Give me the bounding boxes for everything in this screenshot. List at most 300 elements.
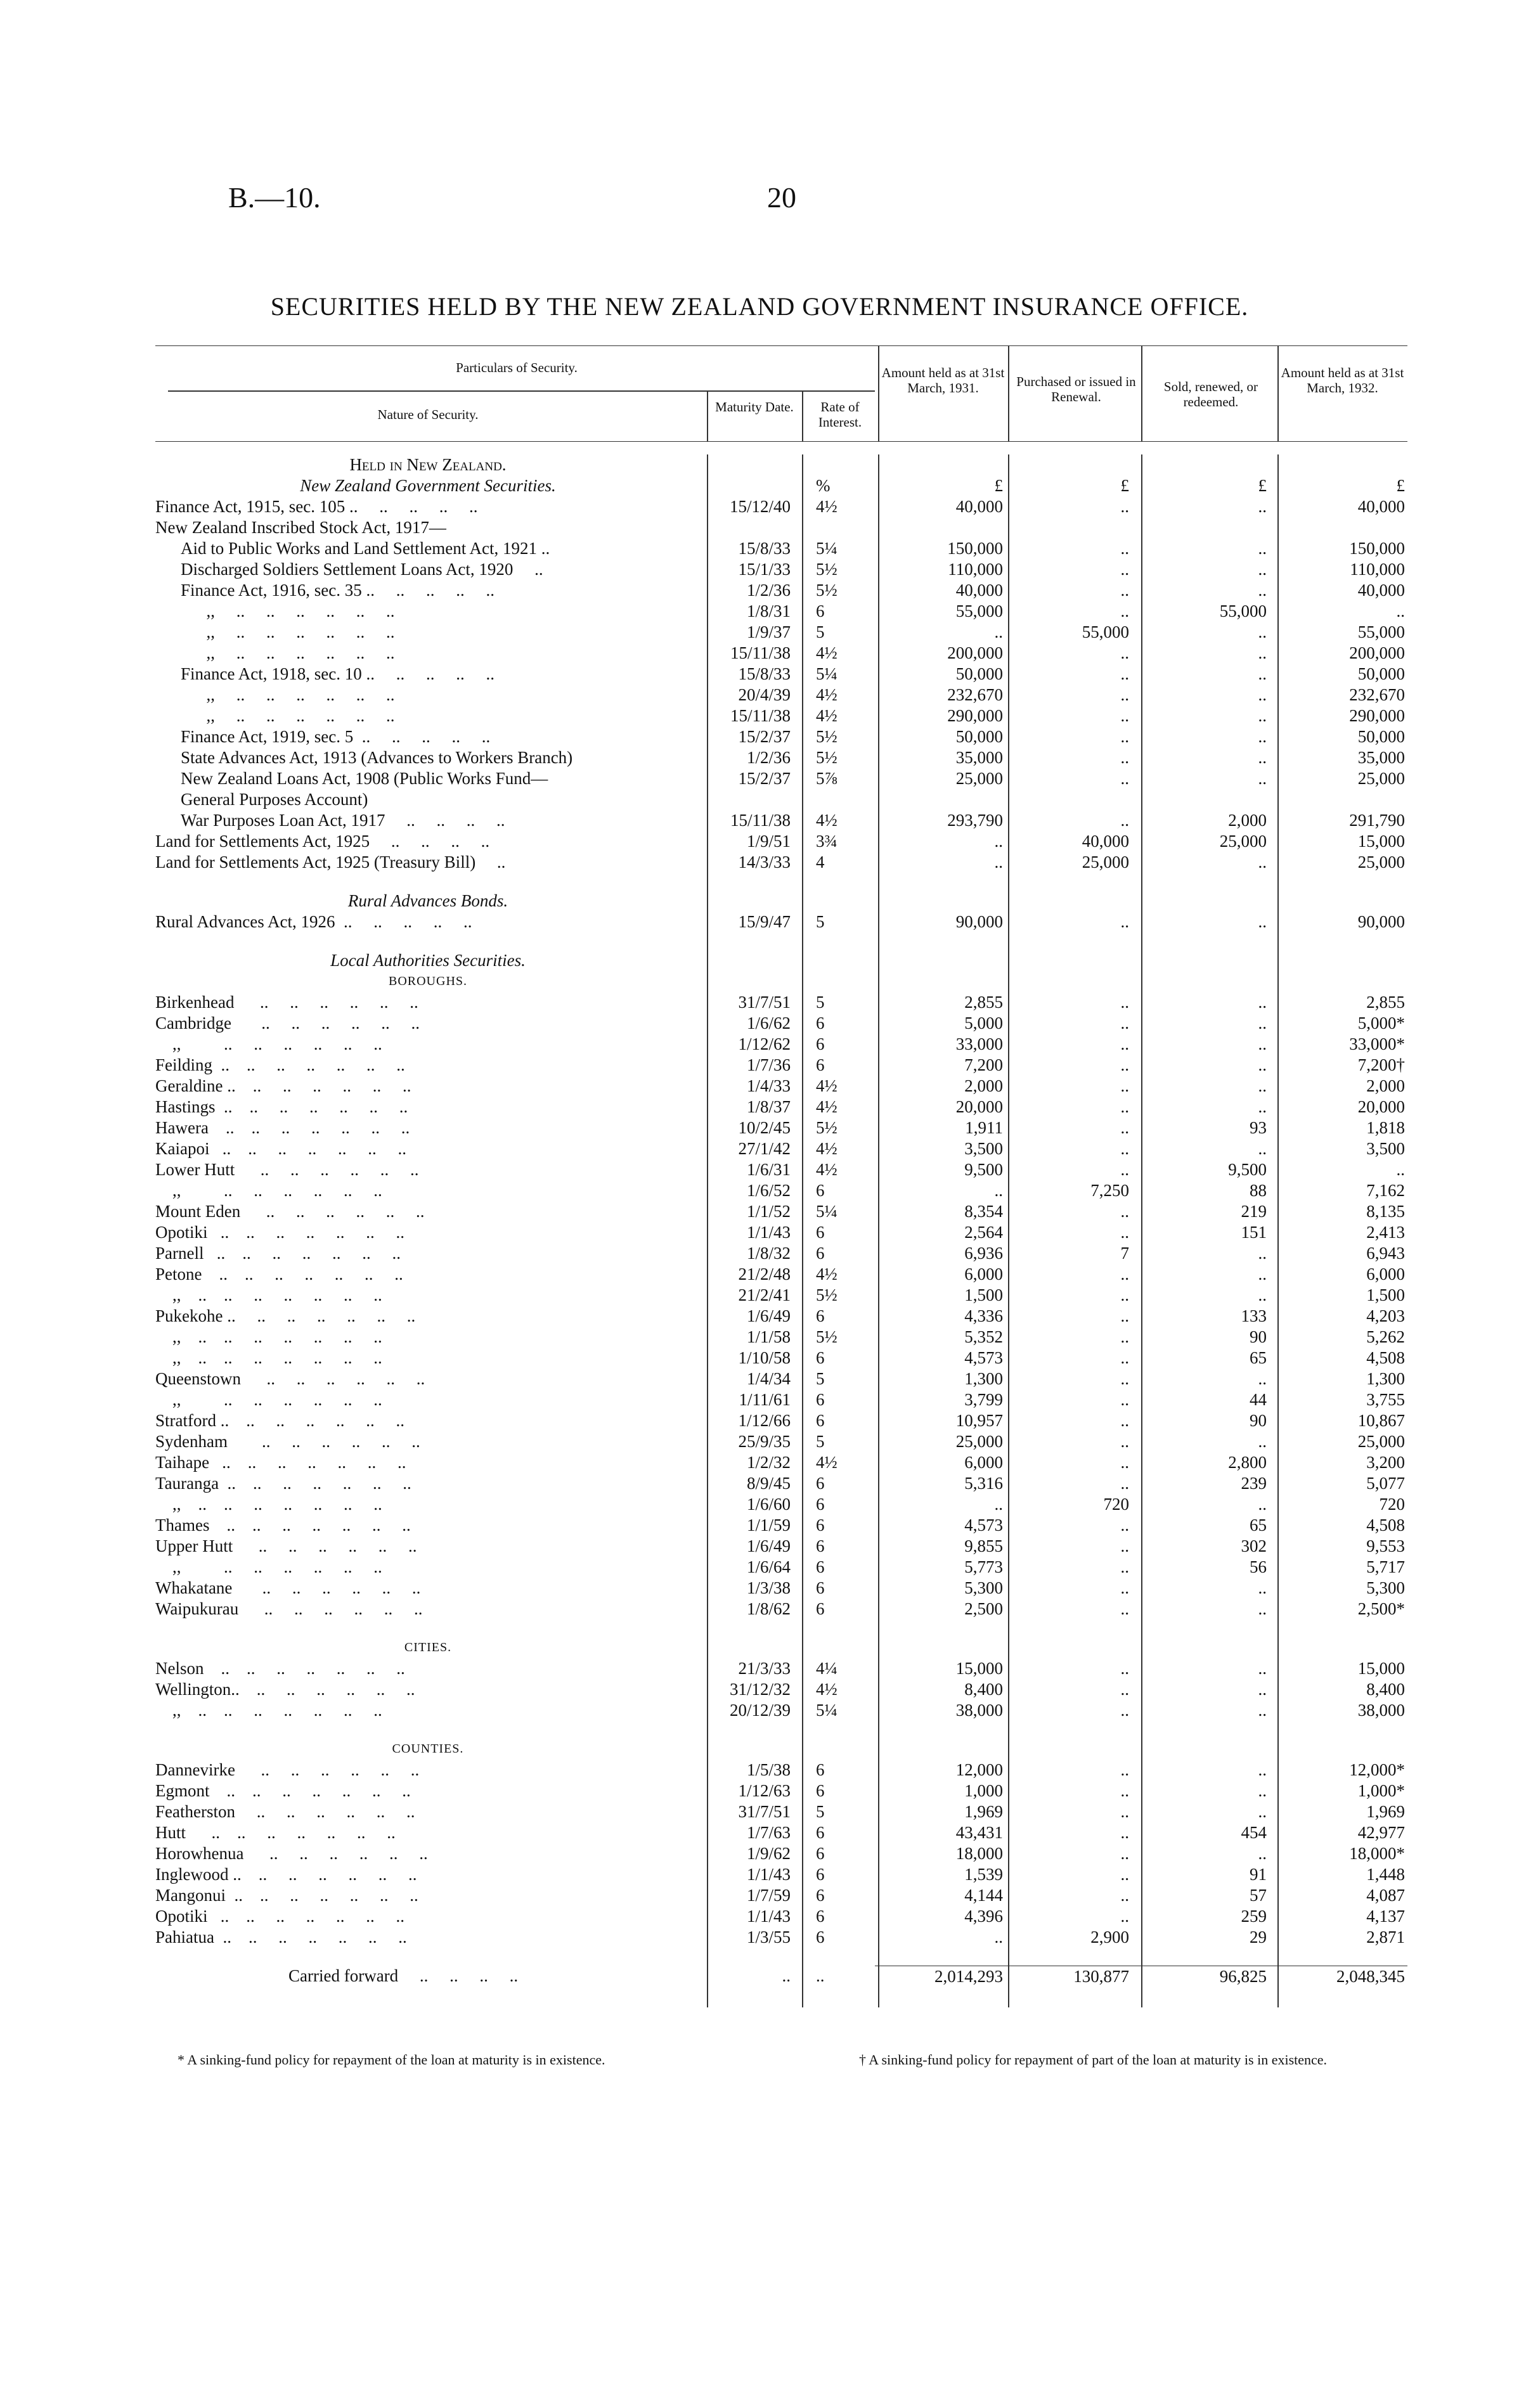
held-1931-cell: 5,773 — [964, 1557, 1003, 1576]
purchased-cell: .. — [1120, 1865, 1129, 1884]
rate-cell: 6 — [816, 1536, 825, 1555]
security-name-cell — [155, 932, 701, 950]
security-name-cell: ,, .. .. .. .. .. .. — [181, 643, 395, 662]
held-1932-cell — [1274, 1637, 1407, 1658]
table-row — [155, 1180, 1407, 1201]
table-row — [155, 852, 1407, 873]
rate-cell — [802, 1948, 875, 1966]
spacer-row — [155, 1721, 1407, 1739]
maturity-date-cell: 1/1/58 — [746, 1327, 791, 1346]
held-1931-cell: 6,936 — [964, 1244, 1003, 1263]
rate-cell: 5¼ — [816, 1701, 837, 1720]
held-1932-cell: 6,943 — [1366, 1244, 1405, 1263]
sold-cell — [1138, 1637, 1274, 1658]
table-row — [155, 1076, 1407, 1097]
held-1932-cell: 20,000 — [1357, 1097, 1405, 1116]
security-name-cell: New Zealand Loans Act, 1908 (Public Works Fund— — [181, 769, 548, 788]
sold-cell — [1138, 950, 1274, 971]
security-name-cell: Upper Hutt .. .. .. .. .. .. — [155, 1536, 417, 1555]
maturity-date-cell: 15/2/37 — [738, 769, 791, 788]
maturity-date-cell: 1/2/32 — [746, 1453, 791, 1472]
rate-cell: 4½ — [816, 497, 837, 516]
rate-cell: 6 — [816, 1557, 825, 1576]
held-1931-cell: 4,144 — [964, 1886, 1003, 1905]
table-row — [155, 831, 1407, 852]
held-1932-cell: 720 — [1379, 1495, 1405, 1514]
purchased-cell: .. — [1120, 1118, 1129, 1137]
purchased-cell: .. — [1120, 727, 1129, 746]
maturity-date-cell: 31/12/32 — [729, 1680, 791, 1699]
rate-cell: 6 — [816, 1306, 825, 1325]
purchased-cell: 7 — [1120, 1244, 1129, 1263]
purchased-cell: .. — [1120, 1781, 1129, 1800]
rate-cell: 5 — [816, 1802, 825, 1821]
maturity-date-cell: 1/7/36 — [746, 1055, 791, 1074]
section-heading-row — [155, 454, 1407, 475]
maturity-date-cell: 1/2/36 — [746, 581, 791, 600]
maturity-date-cell: 10/2/45 — [738, 1118, 791, 1137]
held-1932-cell: 4,203 — [1366, 1306, 1405, 1325]
held-1932-cell: 18,000* — [1349, 1844, 1405, 1863]
maturity-date-cell: 1/6/52 — [746, 1181, 791, 1200]
held-1932-cell — [1274, 1721, 1407, 1739]
purchased-cell: .. — [1120, 1886, 1129, 1905]
maturity-date-cell: 21/2/48 — [738, 1265, 791, 1284]
table-row — [155, 1557, 1407, 1578]
maturity-date-cell — [701, 454, 802, 475]
header-rate: Rate of Interest. — [818, 399, 862, 430]
held-1931-cell: 290,000 — [947, 706, 1003, 725]
section-heading-row — [155, 950, 1407, 971]
held-1931-cell — [875, 1637, 1008, 1658]
sold-cell: 151 — [1241, 1223, 1267, 1242]
sold-cell — [1138, 1739, 1274, 1760]
sold-cell: 133 — [1241, 1306, 1267, 1325]
held-1931-cell: 1,300 — [964, 1369, 1003, 1388]
footnote-sinking-fund: * A sinking-fund policy for repayment of the loan at maturity is in existence. — [178, 2052, 605, 2068]
held-1932-cell: 8,400 — [1366, 1680, 1405, 1699]
held-1931-cell: 7,200 — [964, 1055, 1003, 1074]
held-1931-cell: 12,000 — [955, 1760, 1003, 1779]
table-row — [155, 1658, 1407, 1679]
purchased-cell: .. — [1120, 1432, 1129, 1451]
maturity-date-cell — [701, 971, 802, 992]
table-row — [155, 580, 1407, 601]
held-1931-cell — [875, 1739, 1008, 1760]
header-maturity: Maturity Date. — [715, 399, 794, 415]
table-row — [155, 622, 1407, 643]
sold-cell: 65 — [1250, 1516, 1267, 1535]
maturity-date-cell: 1/7/59 — [746, 1886, 791, 1905]
sold-cell — [1138, 789, 1274, 810]
held-1932-cell: 55,000 — [1357, 622, 1405, 641]
maturity-date-cell: 1/10/58 — [738, 1348, 791, 1367]
held-1932-cell: 50,000 — [1357, 727, 1405, 746]
held-1931-cell: 50,000 — [955, 727, 1003, 746]
held-1931-cell — [875, 1619, 1008, 1637]
sold-cell: .. — [1258, 1432, 1267, 1451]
held-1932-cell: 15,000 — [1357, 832, 1405, 851]
table-row — [155, 496, 1407, 517]
held-1931-cell: 50,000 — [955, 664, 1003, 683]
maturity-date-cell — [701, 950, 802, 971]
rate-cell: 5¼ — [816, 539, 837, 558]
sold-cell: 65 — [1250, 1348, 1267, 1367]
security-name-cell: Finance Act, 1918, sec. 10 .. .. .. .. .. — [181, 664, 494, 683]
purchased-cell: .. — [1120, 1160, 1129, 1179]
held-1932-cell: 2,871 — [1366, 1928, 1405, 1947]
security-name-cell: Pukekohe .. .. .. .. .. .. .. — [155, 1306, 416, 1325]
sold-cell: .. — [1258, 1659, 1267, 1678]
maturity-date-cell: 1/8/31 — [746, 602, 791, 621]
security-name-cell: Wellington.. .. .. .. .. .. .. — [155, 1680, 415, 1699]
maturity-date-cell: 1/8/37 — [746, 1097, 791, 1116]
held-1931-cell: 2,000 — [964, 1076, 1003, 1095]
held-1932-cell: 4,137 — [1366, 1907, 1405, 1926]
security-name-cell: War Purposes Loan Act, 1917 .. .. .. .. — [181, 811, 505, 830]
sold-cell: 90 — [1250, 1411, 1267, 1430]
security-name-cell: New Zealand Inscribed Stock Act, 1917— — [155, 518, 446, 537]
security-name-cell — [155, 1619, 701, 1637]
purchased-cell — [1008, 1739, 1138, 1760]
maturity-date-cell — [701, 789, 802, 810]
table-row — [155, 1599, 1407, 1619]
held-1932-cell: 2,500* — [1357, 1599, 1405, 1618]
rate-cell: 6 — [816, 1348, 825, 1367]
held-1932-cell: 232,670 — [1349, 685, 1405, 704]
sold-cell: 259 — [1241, 1907, 1267, 1926]
held-1932-cell: 42,977 — [1357, 1823, 1405, 1842]
sold-cell: .. — [1258, 1076, 1267, 1095]
rate-cell: 6 — [816, 1390, 825, 1409]
maturity-date-cell: 20/12/39 — [729, 1701, 791, 1720]
sold-cell: 219 — [1241, 1202, 1267, 1221]
held-1931-cell: 2,855 — [964, 993, 1003, 1012]
held-1932-cell: 9,553 — [1366, 1536, 1405, 1555]
purchased-cell — [1008, 1619, 1138, 1637]
section-heading-row — [155, 971, 1407, 992]
table-row — [155, 1222, 1407, 1243]
held-1932-cell: 15,000 — [1357, 1659, 1405, 1678]
page-title: SECURITIES HELD BY THE NEW ZEALAND GOVERNMENT INSURANCE OFFICE. — [270, 292, 1249, 321]
sold-cell: 90 — [1250, 1327, 1267, 1346]
sold-cell — [1138, 891, 1274, 911]
held-1931-cell: 3,799 — [964, 1390, 1003, 1409]
purchased-cell: .. — [1120, 1202, 1129, 1221]
security-name-cell: Parnell .. .. .. .. .. .. .. — [155, 1244, 401, 1263]
held-1931-cell — [875, 891, 1008, 911]
held-1931-cell: 4,336 — [964, 1306, 1003, 1325]
purchased-cell: .. — [1120, 1659, 1129, 1678]
rate-cell: 6 — [816, 1907, 825, 1926]
rate-cell — [802, 950, 875, 971]
maturity-date-cell: 1/9/37 — [746, 622, 791, 641]
held-1931-cell: £ — [994, 476, 1003, 495]
maturity-date-cell: 1/12/62 — [738, 1034, 791, 1053]
purchased-cell: 130,877 — [1008, 1966, 1138, 1987]
security-name-cell: Waipukurau .. .. .. .. .. .. — [155, 1599, 423, 1618]
maturity-date-cell: 27/1/42 — [738, 1139, 791, 1158]
purchased-cell: .. — [1120, 912, 1129, 931]
held-1932-cell: 7,200† — [1357, 1055, 1405, 1074]
maturity-date-cell: 1/1/43 — [746, 1865, 791, 1884]
security-name-cell: Land for Settlements Act, 1925 (Treasury Bill) .. — [155, 853, 506, 872]
held-1931-cell: 4,573 — [964, 1348, 1003, 1367]
rate-cell — [802, 454, 875, 475]
purchased-cell — [1008, 950, 1138, 971]
security-name-cell: ,, .. .. .. .. .. .. — [181, 622, 395, 641]
purchased-cell: .. — [1120, 1599, 1129, 1618]
security-name-cell: Rural Advances Act, 1926 .. .. .. .. .. — [155, 912, 472, 931]
security-name-cell: Held in New Zealand. — [349, 455, 507, 474]
purchased-cell: 40,000 — [1082, 832, 1129, 851]
held-1932-cell: 5,077 — [1366, 1474, 1405, 1493]
table-row — [155, 643, 1407, 664]
rate-cell: 6 — [816, 1055, 825, 1074]
rate-cell: 6 — [816, 1760, 825, 1779]
security-name-cell: Finance Act, 1919, sec. 5 .. .. .. .. .. — [181, 727, 491, 746]
sold-cell: 93 — [1250, 1118, 1267, 1137]
table-row — [155, 559, 1407, 580]
held-1931-cell: 1,969 — [964, 1802, 1003, 1821]
sold-cell: 88 — [1250, 1181, 1267, 1200]
held-1932-cell: 5,000* — [1357, 1014, 1405, 1033]
purchased-cell: .. — [1120, 685, 1129, 704]
security-name-cell: Discharged Soldiers Settlement Loans Act, 1920 .. — [181, 560, 543, 579]
sold-cell: 96,825 — [1138, 1966, 1274, 1987]
sold-cell: .. — [1258, 1701, 1267, 1720]
table-row — [155, 1055, 1407, 1076]
purchased-cell — [1008, 873, 1138, 891]
held-1931-cell: 2,014,293 — [875, 1966, 1008, 1987]
maturity-date-cell: 21/3/33 — [738, 1659, 791, 1678]
held-1931-cell: 2,500 — [964, 1599, 1003, 1618]
table-row — [155, 1013, 1407, 1034]
maturity-date-cell — [701, 475, 802, 496]
sold-cell: .. — [1258, 1599, 1267, 1618]
table-row — [155, 1368, 1407, 1389]
purchased-cell: .. — [1120, 539, 1129, 558]
held-1931-cell: 25,000 — [955, 769, 1003, 788]
table-row — [155, 768, 1407, 789]
page-number: 20 — [767, 181, 796, 214]
table-row — [155, 1243, 1407, 1264]
table-row — [155, 1201, 1407, 1222]
purchased-cell: .. — [1120, 1760, 1129, 1779]
held-1931-cell — [875, 971, 1008, 992]
table-row — [155, 1097, 1407, 1117]
rate-cell: 6 — [816, 1599, 825, 1618]
purchased-cell: 2,900 — [1090, 1928, 1129, 1947]
table-row — [155, 810, 1407, 831]
held-1932-cell: 1,300 — [1366, 1369, 1405, 1388]
purchased-cell — [1008, 971, 1138, 992]
maturity-date-cell: 1/4/33 — [746, 1076, 791, 1095]
purchased-cell: .. — [1120, 1348, 1129, 1367]
sold-cell: .. — [1258, 769, 1267, 788]
purchased-cell: .. — [1120, 1453, 1129, 1472]
security-name-cell: ,, .. .. .. .. .. .. .. — [155, 1701, 382, 1720]
rate-cell: 5⅞ — [816, 769, 837, 788]
held-1932-cell: 4,087 — [1366, 1886, 1405, 1905]
purchased-cell: 720 — [1103, 1495, 1129, 1514]
table-row — [155, 747, 1407, 768]
maturity-date-cell — [701, 1739, 802, 1760]
held-1931-cell: 1,500 — [964, 1285, 1003, 1304]
rate-cell: 5 — [816, 912, 825, 931]
rate-cell: 6 — [816, 1781, 825, 1800]
held-1932-cell: 25,000 — [1357, 1432, 1405, 1451]
sold-cell: .. — [1258, 1781, 1267, 1800]
carried-forward-row — [155, 1966, 1407, 1987]
held-1932-cell: 1,500 — [1366, 1285, 1405, 1304]
rate-cell — [802, 517, 875, 538]
rate-cell: 5½ — [816, 560, 837, 579]
rate-cell: .. — [816, 1966, 825, 1985]
security-name-cell: ,, .. .. .. .. .. .. — [181, 706, 395, 725]
security-name-cell: Lower Hutt .. .. .. .. .. .. — [155, 1160, 419, 1179]
security-name-cell: Finance Act, 1916, sec. 35 .. .. .. .. .. — [181, 581, 494, 600]
held-1932-cell: 4,508 — [1366, 1348, 1405, 1367]
rate-cell — [802, 932, 875, 950]
security-name-cell: Stratford .. .. .. .. .. .. .. — [155, 1411, 404, 1430]
maturity-date-cell: 15/9/47 — [738, 912, 791, 931]
rate-cell: 6 — [816, 1181, 825, 1200]
held-1931-cell: 2,564 — [964, 1223, 1003, 1242]
purchased-cell: .. — [1120, 1076, 1129, 1095]
sold-cell — [1138, 517, 1274, 538]
purchased-cell — [1008, 454, 1138, 475]
rate-cell: 6 — [816, 1223, 825, 1242]
spacer-row — [155, 932, 1407, 950]
rate-cell — [802, 1637, 875, 1658]
rate-cell: 6 — [816, 1244, 825, 1263]
sold-cell — [1138, 932, 1274, 950]
security-name-cell: Rural Advances Bonds. — [347, 891, 508, 910]
section-heading-row — [155, 475, 1407, 496]
rate-cell: 4 — [816, 853, 825, 872]
sold-cell: .. — [1258, 1034, 1267, 1053]
held-1932-cell: 25,000 — [1357, 769, 1405, 788]
purchased-cell: .. — [1120, 1802, 1129, 1821]
sold-cell: .. — [1258, 1285, 1267, 1304]
held-1932-cell — [1274, 1948, 1407, 1966]
rate-cell: 5¼ — [816, 1202, 837, 1221]
rate-cell: 4½ — [816, 1265, 837, 1284]
held-1931-cell: 200,000 — [947, 643, 1003, 662]
maturity-date-cell — [701, 517, 802, 538]
security-name-cell: Thames .. .. .. .. .. .. .. — [155, 1516, 411, 1535]
table-row — [155, 1410, 1407, 1431]
held-1932-cell — [1274, 454, 1407, 475]
security-name-cell: Finance Act, 1915, sec. 105 .. .. .. .. .. — [155, 497, 478, 516]
security-name-cell: ,, .. .. .. .. .. .. — [155, 1557, 382, 1576]
security-name-cell: Dannevirke .. .. .. .. .. .. — [155, 1760, 420, 1779]
sold-cell: £ — [1258, 476, 1267, 495]
purchased-cell: .. — [1120, 664, 1129, 683]
purchased-cell: .. — [1120, 811, 1129, 830]
table-row — [155, 1138, 1407, 1159]
sold-cell: .. — [1258, 1244, 1267, 1263]
table-row — [155, 1117, 1407, 1138]
held-1931-cell: 5,352 — [964, 1327, 1003, 1346]
sold-cell: .. — [1258, 664, 1267, 683]
maturity-date-cell: 20/4/39 — [738, 685, 791, 704]
rate-cell — [802, 1721, 875, 1739]
purchased-cell: .. — [1120, 1474, 1129, 1493]
held-1932-cell: 291,790 — [1349, 811, 1405, 830]
held-1931-cell: 20,000 — [955, 1097, 1003, 1116]
sold-cell: 44 — [1250, 1390, 1267, 1409]
held-1931-cell: 6,000 — [964, 1453, 1003, 1472]
maturity-date-cell: 1/6/31 — [746, 1160, 791, 1179]
sold-cell: .. — [1258, 1760, 1267, 1779]
held-1931-cell: 10,957 — [955, 1411, 1003, 1430]
held-1932-cell: 110,000 — [1350, 560, 1405, 579]
held-1931-cell: 25,000 — [955, 1432, 1003, 1451]
held-1932-cell: 38,000 — [1357, 1701, 1405, 1720]
purchased-cell: 55,000 — [1082, 622, 1129, 641]
table-row — [155, 1536, 1407, 1557]
table-row — [155, 1927, 1407, 1948]
security-name-cell: Kaiapoi .. .. .. .. .. .. .. — [155, 1139, 406, 1158]
held-1932-cell: 6,000 — [1366, 1265, 1405, 1284]
rate-cell: 3¾ — [816, 832, 837, 851]
purchased-cell: .. — [1120, 1557, 1129, 1576]
held-1931-cell: .. — [994, 853, 1003, 872]
table-row — [155, 601, 1407, 622]
sold-cell: .. — [1258, 1055, 1267, 1074]
rate-cell: 5½ — [816, 1285, 837, 1304]
table-row — [155, 726, 1407, 747]
held-1932-cell: 290,000 — [1349, 706, 1405, 725]
maturity-date-cell: 15/8/33 — [738, 539, 791, 558]
purchased-cell: 7,250 — [1090, 1181, 1129, 1200]
security-name-cell: ,, .. .. .. .. .. .. — [155, 1034, 382, 1053]
sold-cell: .. — [1258, 1265, 1267, 1284]
security-name-cell: Geraldine .. .. .. .. .. .. .. — [155, 1076, 411, 1095]
maturity-date-cell: 1/8/62 — [746, 1599, 791, 1618]
held-1931-cell: 1,000 — [964, 1781, 1003, 1800]
sold-cell: 454 — [1241, 1823, 1267, 1842]
table-row — [155, 1760, 1407, 1780]
held-1931-cell: 150,000 — [947, 539, 1003, 558]
maturity-date-cell: 21/2/41 — [738, 1285, 791, 1304]
held-1932-cell: 1,000* — [1357, 1781, 1405, 1800]
purchased-cell: .. — [1120, 1014, 1129, 1033]
purchased-cell: .. — [1120, 497, 1129, 516]
maturity-date-cell — [701, 1948, 802, 1966]
maturity-date-cell: 31/7/51 — [738, 1802, 791, 1821]
sold-cell: .. — [1258, 1495, 1267, 1514]
maturity-date-cell: 1/1/52 — [746, 1202, 791, 1221]
purchased-cell: .. — [1120, 1823, 1129, 1842]
maturity-date-cell: 1/11/61 — [739, 1390, 791, 1409]
rate-cell: 6 — [816, 1411, 825, 1430]
security-name-cell: Hutt .. .. .. .. .. .. .. — [155, 1823, 396, 1842]
maturity-date-cell: .. — [782, 1966, 791, 1985]
rate-cell — [802, 873, 875, 891]
table-row — [155, 1885, 1407, 1906]
security-name-cell: Petone .. .. .. .. .. .. .. — [155, 1265, 403, 1284]
held-1931-cell: 1,911 — [965, 1118, 1003, 1137]
purchased-cell: £ — [1120, 476, 1129, 495]
sold-cell: .. — [1258, 685, 1267, 704]
maturity-date-cell: 15/11/38 — [730, 643, 791, 662]
purchased-cell: .. — [1120, 1680, 1129, 1699]
security-name-cell: BOROUGHS. — [388, 974, 468, 988]
rate-cell: 4½ — [816, 643, 837, 662]
